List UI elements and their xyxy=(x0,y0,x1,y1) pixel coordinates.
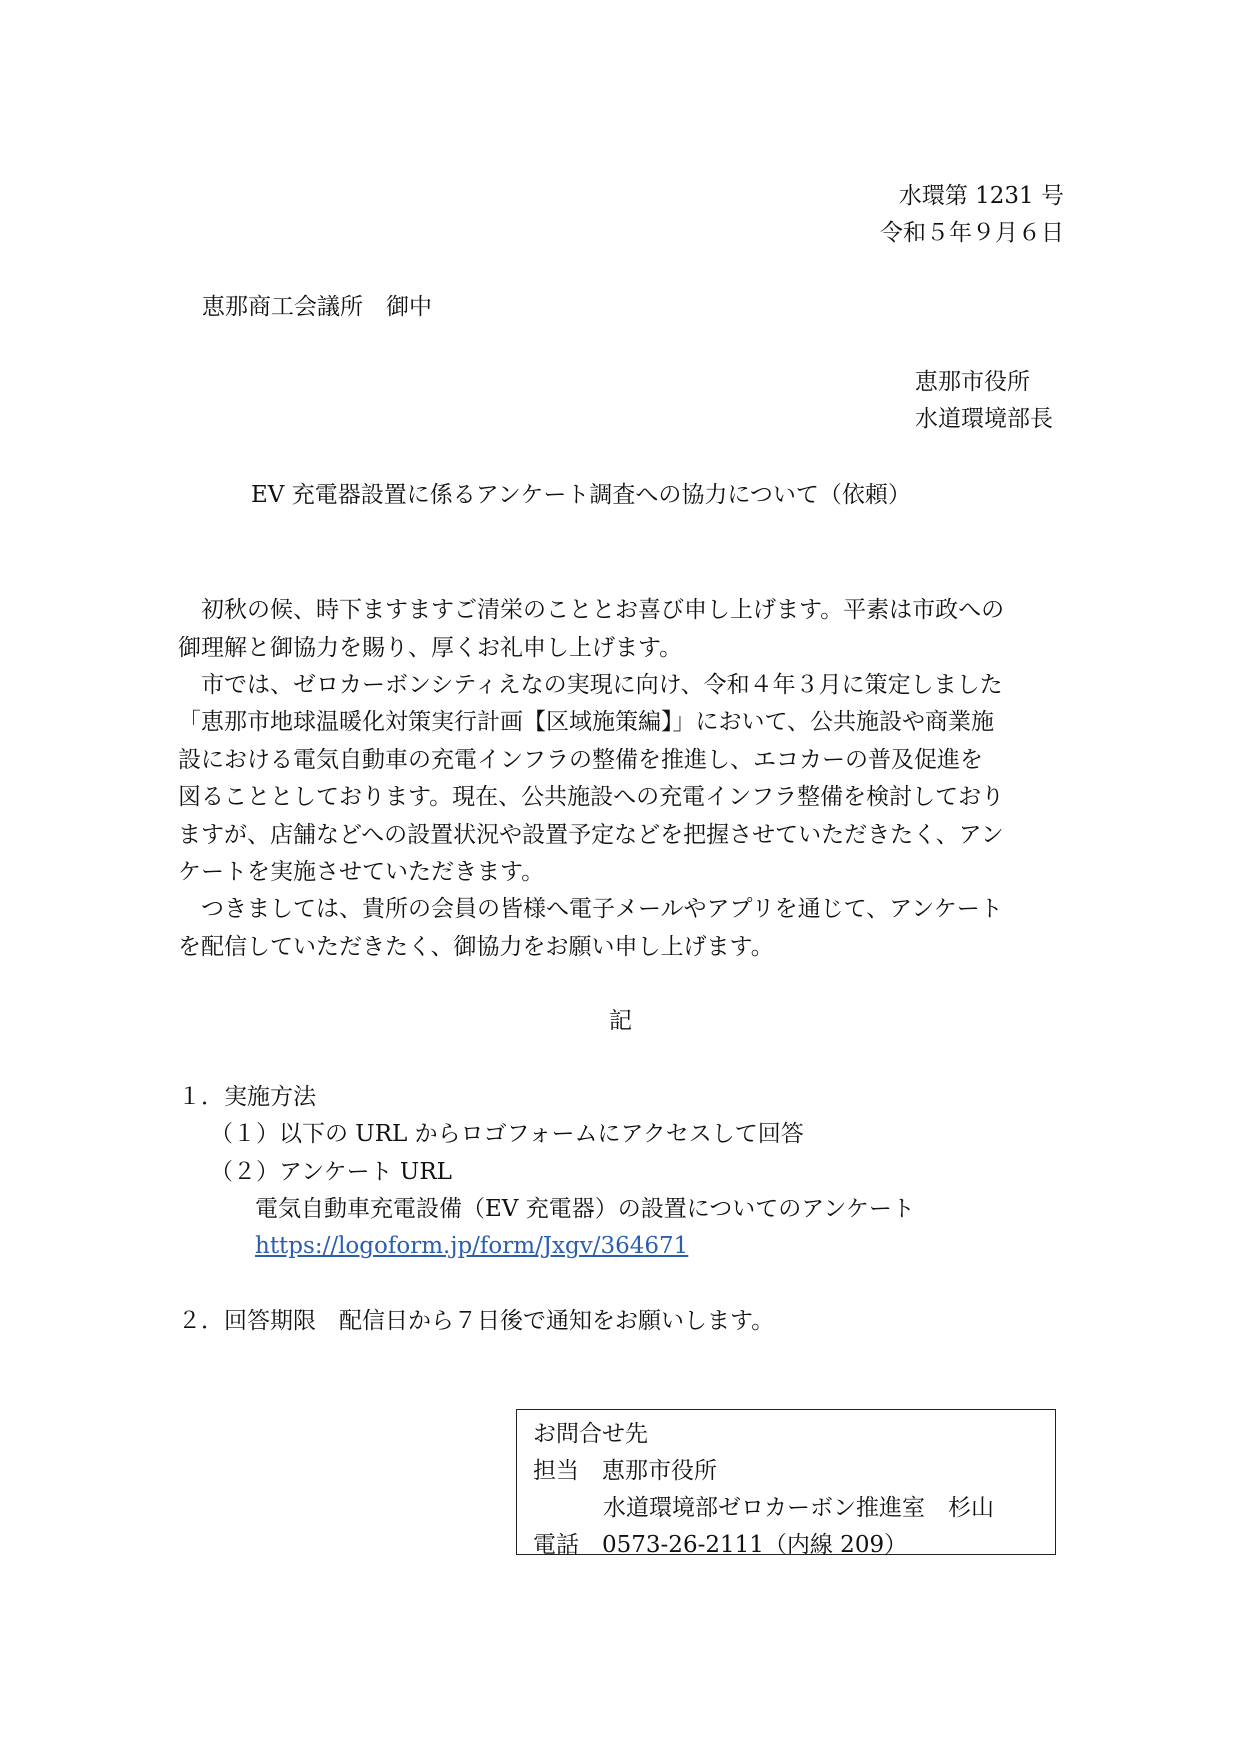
section2-heading: ２．回答期限 配信日から７日後で通知をお願いします。 xyxy=(178,1308,775,1334)
contact-department: 水道環境部ゼロカーボン推進室 杉山 xyxy=(603,1495,994,1521)
survey-name: 電気自動車充電設備（EV 充電器）の設置についてのアンケート xyxy=(255,1196,915,1222)
document-title: EV 充電器設置に係るアンケート調査への協力について（依頼） xyxy=(251,482,911,508)
body-line: を配信していただきたく、御協力をお願い申し上げます。 xyxy=(178,934,774,960)
section1-item1: （１）以下の URL からロゴフォームにアクセスして回答 xyxy=(210,1121,804,1147)
section1-heading: １．実施方法 xyxy=(178,1084,316,1110)
contact-box xyxy=(516,1409,1056,1558)
ki-heading: 記 xyxy=(609,1008,632,1034)
body-line: 初秋の候、時下ますますご清栄のこととお喜び申し上げます。平素は市政への xyxy=(178,597,1005,623)
contact-phone: 電話 0573-26-2111（内線 209） xyxy=(533,1532,908,1558)
body-line: つきましては、貴所の会員の皆様へ電子メールやアプリを通じて、アンケート xyxy=(178,896,1003,922)
body-line: ケートを実施させていただきます。 xyxy=(178,859,545,885)
document-date: 令和５年９月６日 xyxy=(880,220,1064,246)
section1-item2: （２）アンケート URL xyxy=(210,1159,452,1185)
contact-person: 担当 恵那市役所 xyxy=(533,1458,717,1484)
body-line: 御理解と御協力を賜り、厚くお礼申し上げます。 xyxy=(178,635,683,661)
survey-url-link[interactable]: https://logoform.jp/form/Jxgv/364671 xyxy=(255,1233,689,1259)
addressee: 恵那商工会議所 御中 xyxy=(202,294,432,320)
body-line: ますが、店舗などへの設置状況や設置予定などを把握させていただきたく、アン xyxy=(178,822,1004,848)
body-line: 図ることとしております。現在、公共施設への充電インフラ整備を検討しており xyxy=(178,784,1005,810)
sender-department: 水道環境部長 xyxy=(915,406,1053,432)
sender-organization: 恵那市役所 xyxy=(915,369,1030,395)
document-number: 水環第 1231 号 xyxy=(898,183,1064,209)
body-line: 市では、ゼロカーボンシティえなの実現に向け、令和４年３月に策定しました xyxy=(178,672,1003,698)
body-line: 「恵那市地球温暖化対策実行計画【区域施策編】」において、公共施設や商業施 xyxy=(178,709,995,735)
body-line: 設における電気自動車の充電インフラの整備を推進し、エコカーの普及促進を xyxy=(178,747,983,773)
contact-title: お問合せ先 xyxy=(533,1421,648,1447)
